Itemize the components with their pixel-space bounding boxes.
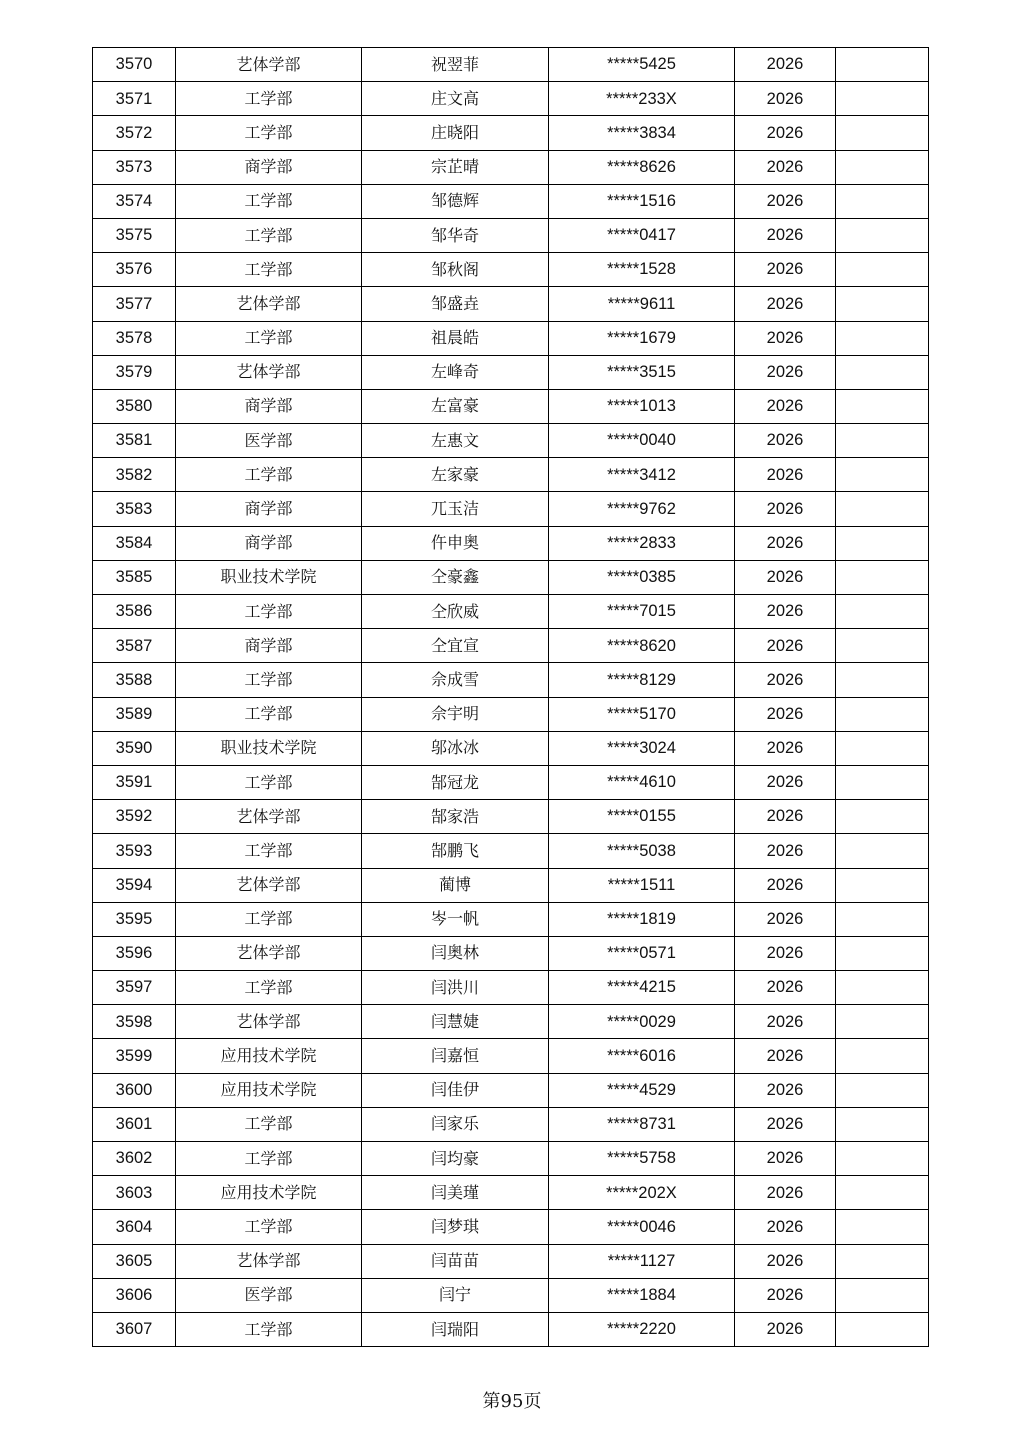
student-name-cell: 邹秋阁 xyxy=(362,253,549,287)
remark-cell xyxy=(836,184,929,218)
student-name-cell: 闫佳伊 xyxy=(362,1073,549,1107)
year-cell: 2026 xyxy=(735,492,836,526)
remark-cell xyxy=(836,458,929,492)
table-row xyxy=(93,800,929,834)
remark-cell xyxy=(836,389,929,423)
id-number-cell: *****3834 xyxy=(549,116,735,150)
row-number-cell: 3598 xyxy=(93,1005,176,1039)
id-number-cell: *****0040 xyxy=(549,424,735,458)
row-number-cell: 3597 xyxy=(93,971,176,1005)
student-name-cell: 左峰奇 xyxy=(362,355,549,389)
department-cell: 艺体学部 xyxy=(176,868,362,902)
department-cell: 工学部 xyxy=(176,902,362,936)
row-number-cell: 3600 xyxy=(93,1073,176,1107)
year-cell: 2026 xyxy=(735,218,836,252)
id-number-cell: *****7015 xyxy=(549,595,735,629)
department-cell: 工学部 xyxy=(176,1142,362,1176)
department-cell: 医学部 xyxy=(176,424,362,458)
department-cell: 职业技术学院 xyxy=(176,731,362,765)
row-number-cell: 3603 xyxy=(93,1176,176,1210)
department-cell: 商学部 xyxy=(176,389,362,423)
table-row xyxy=(93,1278,929,1312)
department-cell: 商学部 xyxy=(176,492,362,526)
student-name-cell: 邹华奇 xyxy=(362,218,549,252)
year-cell: 2026 xyxy=(735,731,836,765)
remark-cell xyxy=(836,1039,929,1073)
row-number-cell: 3594 xyxy=(93,868,176,902)
student-name-cell: 左惠文 xyxy=(362,424,549,458)
row-number-cell: 3581 xyxy=(93,424,176,458)
row-number-cell: 3591 xyxy=(93,765,176,799)
year-cell: 2026 xyxy=(735,82,836,116)
department-cell: 工学部 xyxy=(176,321,362,355)
id-number-cell: *****1679 xyxy=(549,321,735,355)
id-number-cell: *****2833 xyxy=(549,526,735,560)
department-cell: 工学部 xyxy=(176,1210,362,1244)
remark-cell xyxy=(836,321,929,355)
department-cell: 工学部 xyxy=(176,218,362,252)
table-row xyxy=(93,389,929,423)
year-cell: 2026 xyxy=(735,355,836,389)
table-row xyxy=(93,663,929,697)
year-cell: 2026 xyxy=(735,697,836,731)
row-number-cell: 3605 xyxy=(93,1244,176,1278)
table-row xyxy=(93,1176,929,1210)
student-name-cell: 闫苗苗 xyxy=(362,1244,549,1278)
year-cell: 2026 xyxy=(735,971,836,1005)
department-cell: 工学部 xyxy=(176,458,362,492)
student-name-cell: 佘宇明 xyxy=(362,697,549,731)
id-number-cell: *****3024 xyxy=(549,731,735,765)
year-cell: 2026 xyxy=(735,116,836,150)
row-number-cell: 3578 xyxy=(93,321,176,355)
year-cell: 2026 xyxy=(735,458,836,492)
year-cell: 2026 xyxy=(735,663,836,697)
student-name-cell: 仝欣威 xyxy=(362,595,549,629)
year-cell: 2026 xyxy=(735,150,836,184)
row-number-cell: 3572 xyxy=(93,116,176,150)
remark-cell xyxy=(836,1312,929,1346)
remark-cell xyxy=(836,116,929,150)
student-name-cell: 庄文高 xyxy=(362,82,549,116)
table-row xyxy=(93,218,929,252)
student-name-cell: 郜鹏飞 xyxy=(362,834,549,868)
student-name-cell: 仵申奥 xyxy=(362,526,549,560)
student-name-cell: 宗芷晴 xyxy=(362,150,549,184)
department-cell: 医学部 xyxy=(176,1278,362,1312)
table-row xyxy=(93,184,929,218)
remark-cell xyxy=(836,663,929,697)
student-name-cell: 闫瑞阳 xyxy=(362,1312,549,1346)
remark-cell xyxy=(836,1244,929,1278)
year-cell: 2026 xyxy=(735,321,836,355)
remark-cell xyxy=(836,936,929,970)
remark-cell xyxy=(836,82,929,116)
remark-cell xyxy=(836,595,929,629)
year-cell: 2026 xyxy=(735,902,836,936)
remark-cell xyxy=(836,1142,929,1176)
remark-cell xyxy=(836,287,929,321)
table-row xyxy=(93,971,929,1005)
department-cell: 工学部 xyxy=(176,184,362,218)
student-name-cell: 祝翌菲 xyxy=(362,48,549,82)
year-cell: 2026 xyxy=(735,1244,836,1278)
table-row xyxy=(93,150,929,184)
student-name-cell: 佘成雪 xyxy=(362,663,549,697)
year-cell: 2026 xyxy=(735,765,836,799)
table-row xyxy=(93,834,929,868)
department-cell: 工学部 xyxy=(176,971,362,1005)
student-name-cell: 郜家浩 xyxy=(362,800,549,834)
department-cell: 工学部 xyxy=(176,1312,362,1346)
remark-cell xyxy=(836,253,929,287)
id-number-cell: *****8731 xyxy=(549,1107,735,1141)
id-number-cell: *****3412 xyxy=(549,458,735,492)
student-name-cell: 闫美瑾 xyxy=(362,1176,549,1210)
table-row xyxy=(93,936,929,970)
id-number-cell: *****5425 xyxy=(549,48,735,82)
department-cell: 艺体学部 xyxy=(176,800,362,834)
table-row xyxy=(93,560,929,594)
row-number-cell: 3584 xyxy=(93,526,176,560)
remark-cell xyxy=(836,218,929,252)
table-row xyxy=(93,116,929,150)
table-row xyxy=(93,902,929,936)
row-number-cell: 3590 xyxy=(93,731,176,765)
student-name-cell: 庄晓阳 xyxy=(362,116,549,150)
row-number-cell: 3589 xyxy=(93,697,176,731)
department-cell: 工学部 xyxy=(176,1107,362,1141)
department-cell: 商学部 xyxy=(176,526,362,560)
remark-cell xyxy=(836,1176,929,1210)
student-name-cell: 闫家乐 xyxy=(362,1107,549,1141)
row-number-cell: 3573 xyxy=(93,150,176,184)
year-cell: 2026 xyxy=(735,1005,836,1039)
table-row xyxy=(93,1210,929,1244)
remark-cell xyxy=(836,492,929,526)
table-row xyxy=(93,731,929,765)
table-row xyxy=(93,1312,929,1346)
year-cell: 2026 xyxy=(735,287,836,321)
student-name-cell: 兀玉洁 xyxy=(362,492,549,526)
id-number-cell: *****0029 xyxy=(549,1005,735,1039)
year-cell: 2026 xyxy=(735,1278,836,1312)
student-name-cell: 邹盛垚 xyxy=(362,287,549,321)
id-number-cell: *****8626 xyxy=(549,150,735,184)
remark-cell xyxy=(836,765,929,799)
id-number-cell: *****6016 xyxy=(549,1039,735,1073)
remark-cell xyxy=(836,560,929,594)
remark-cell xyxy=(836,868,929,902)
year-cell: 2026 xyxy=(735,1142,836,1176)
department-cell: 工学部 xyxy=(176,663,362,697)
year-cell: 2026 xyxy=(735,1176,836,1210)
department-cell: 应用技术学院 xyxy=(176,1176,362,1210)
row-number-cell: 3586 xyxy=(93,595,176,629)
row-number-cell: 3596 xyxy=(93,936,176,970)
student-name-cell: 蔺博 xyxy=(362,868,549,902)
row-number-cell: 3576 xyxy=(93,253,176,287)
row-number-cell: 3599 xyxy=(93,1039,176,1073)
remark-cell xyxy=(836,1210,929,1244)
id-number-cell: *****0571 xyxy=(549,936,735,970)
remark-cell xyxy=(836,355,929,389)
remark-cell xyxy=(836,1107,929,1141)
id-number-cell: *****5038 xyxy=(549,834,735,868)
row-number-cell: 3587 xyxy=(93,629,176,663)
id-number-cell: *****1516 xyxy=(549,184,735,218)
row-number-cell: 3588 xyxy=(93,663,176,697)
id-number-cell: *****8620 xyxy=(549,629,735,663)
id-number-cell: *****5758 xyxy=(549,1142,735,1176)
remark-cell xyxy=(836,424,929,458)
id-number-cell: *****4215 xyxy=(549,971,735,1005)
table-body xyxy=(93,48,929,1347)
id-number-cell: *****4529 xyxy=(549,1073,735,1107)
table-row xyxy=(93,1244,929,1278)
year-cell: 2026 xyxy=(735,1073,836,1107)
department-cell: 工学部 xyxy=(176,253,362,287)
id-number-cell: *****1127 xyxy=(549,1244,735,1278)
student-name-cell: 祖晨皓 xyxy=(362,321,549,355)
year-cell: 2026 xyxy=(735,1210,836,1244)
student-name-cell: 闫梦琪 xyxy=(362,1210,549,1244)
row-number-cell: 3583 xyxy=(93,492,176,526)
table-row xyxy=(93,355,929,389)
department-cell: 艺体学部 xyxy=(176,355,362,389)
year-cell: 2026 xyxy=(735,868,836,902)
row-number-cell: 3606 xyxy=(93,1278,176,1312)
year-cell: 2026 xyxy=(735,834,836,868)
student-name-cell: 岑一帆 xyxy=(362,902,549,936)
department-cell: 工学部 xyxy=(176,697,362,731)
department-cell: 工学部 xyxy=(176,82,362,116)
student-name-cell: 闫奥林 xyxy=(362,936,549,970)
year-cell: 2026 xyxy=(735,48,836,82)
department-cell: 商学部 xyxy=(176,629,362,663)
id-number-cell: *****9762 xyxy=(549,492,735,526)
department-cell: 工学部 xyxy=(176,765,362,799)
row-number-cell: 3604 xyxy=(93,1210,176,1244)
id-number-cell: *****8129 xyxy=(549,663,735,697)
row-number-cell: 3607 xyxy=(93,1312,176,1346)
student-name-cell: 闫宁 xyxy=(362,1278,549,1312)
id-number-cell: *****202X xyxy=(549,1176,735,1210)
id-number-cell: *****1013 xyxy=(549,389,735,423)
id-number-cell: *****1819 xyxy=(549,902,735,936)
table-row xyxy=(93,868,929,902)
table-row xyxy=(93,595,929,629)
table-row xyxy=(93,1039,929,1073)
year-cell: 2026 xyxy=(735,629,836,663)
department-cell: 工学部 xyxy=(176,116,362,150)
row-number-cell: 3602 xyxy=(93,1142,176,1176)
table-row xyxy=(93,48,929,82)
table-row xyxy=(93,458,929,492)
id-number-cell: *****0417 xyxy=(549,218,735,252)
department-cell: 工学部 xyxy=(176,834,362,868)
row-number-cell: 3595 xyxy=(93,902,176,936)
student-name-cell: 闫洪川 xyxy=(362,971,549,1005)
student-name-cell: 左家豪 xyxy=(362,458,549,492)
table-row xyxy=(93,253,929,287)
id-number-cell: *****3515 xyxy=(549,355,735,389)
department-cell: 应用技术学院 xyxy=(176,1073,362,1107)
year-cell: 2026 xyxy=(735,1107,836,1141)
department-cell: 艺体学部 xyxy=(176,1005,362,1039)
remark-cell xyxy=(836,629,929,663)
student-name-cell: 左富豪 xyxy=(362,389,549,423)
id-number-cell: *****4610 xyxy=(549,765,735,799)
student-name-cell: 闫均豪 xyxy=(362,1142,549,1176)
remark-cell xyxy=(836,1005,929,1039)
table-row xyxy=(93,321,929,355)
row-number-cell: 3570 xyxy=(93,48,176,82)
department-cell: 职业技术学院 xyxy=(176,560,362,594)
remark-cell xyxy=(836,834,929,868)
table-row xyxy=(93,1005,929,1039)
table-row xyxy=(93,1073,929,1107)
department-cell: 工学部 xyxy=(176,595,362,629)
year-cell: 2026 xyxy=(735,424,836,458)
remark-cell xyxy=(836,902,929,936)
table-row xyxy=(93,82,929,116)
year-cell: 2026 xyxy=(735,936,836,970)
table-row xyxy=(93,697,929,731)
year-cell: 2026 xyxy=(735,800,836,834)
id-number-cell: *****2220 xyxy=(549,1312,735,1346)
table-row xyxy=(93,765,929,799)
remark-cell xyxy=(836,731,929,765)
student-name-cell: 闫嘉恒 xyxy=(362,1039,549,1073)
id-number-cell: *****233X xyxy=(549,82,735,116)
student-list-table xyxy=(92,47,929,1347)
row-number-cell: 3593 xyxy=(93,834,176,868)
remark-cell xyxy=(836,1278,929,1312)
remark-cell xyxy=(836,1073,929,1107)
table-row xyxy=(93,424,929,458)
remark-cell xyxy=(836,526,929,560)
remark-cell xyxy=(836,971,929,1005)
table-row xyxy=(93,1142,929,1176)
year-cell: 2026 xyxy=(735,253,836,287)
row-number-cell: 3574 xyxy=(93,184,176,218)
remark-cell xyxy=(836,800,929,834)
id-number-cell: *****9611 xyxy=(549,287,735,321)
row-number-cell: 3579 xyxy=(93,355,176,389)
table-row xyxy=(93,492,929,526)
id-number-cell: *****0385 xyxy=(549,560,735,594)
row-number-cell: 3601 xyxy=(93,1107,176,1141)
row-number-cell: 3571 xyxy=(93,82,176,116)
department-cell: 艺体学部 xyxy=(176,48,362,82)
remark-cell xyxy=(836,48,929,82)
year-cell: 2026 xyxy=(735,595,836,629)
student-name-cell: 郜冠龙 xyxy=(362,765,549,799)
student-name-cell: 邹德辉 xyxy=(362,184,549,218)
row-number-cell: 3575 xyxy=(93,218,176,252)
id-number-cell: *****5170 xyxy=(549,697,735,731)
remark-cell xyxy=(836,150,929,184)
table-row xyxy=(93,287,929,321)
table-row xyxy=(93,629,929,663)
remark-cell xyxy=(836,697,929,731)
id-number-cell: *****0046 xyxy=(549,1210,735,1244)
id-number-cell: *****1528 xyxy=(549,253,735,287)
year-cell: 2026 xyxy=(735,389,836,423)
department-cell: 艺体学部 xyxy=(176,287,362,321)
row-number-cell: 3585 xyxy=(93,560,176,594)
page-number: 第95页 xyxy=(482,1391,542,1412)
row-number-cell: 3582 xyxy=(93,458,176,492)
department-cell: 商学部 xyxy=(176,150,362,184)
year-cell: 2026 xyxy=(735,526,836,560)
student-name-cell: 邬冰冰 xyxy=(362,731,549,765)
student-name-cell: 仝宜宣 xyxy=(362,629,549,663)
id-number-cell: *****0155 xyxy=(549,800,735,834)
id-number-cell: *****1884 xyxy=(549,1278,735,1312)
id-number-cell: *****1511 xyxy=(549,868,735,902)
year-cell: 2026 xyxy=(735,1312,836,1346)
student-name-cell: 仝豪鑫 xyxy=(362,560,549,594)
row-number-cell: 3577 xyxy=(93,287,176,321)
department-cell: 艺体学部 xyxy=(176,1244,362,1278)
year-cell: 2026 xyxy=(735,1039,836,1073)
department-cell: 艺体学部 xyxy=(176,936,362,970)
year-cell: 2026 xyxy=(735,560,836,594)
table-row xyxy=(93,526,929,560)
row-number-cell: 3592 xyxy=(93,800,176,834)
student-name-cell: 闫慧婕 xyxy=(362,1005,549,1039)
department-cell: 应用技术学院 xyxy=(176,1039,362,1073)
table-row xyxy=(93,1107,929,1141)
year-cell: 2026 xyxy=(735,184,836,218)
row-number-cell: 3580 xyxy=(93,389,176,423)
